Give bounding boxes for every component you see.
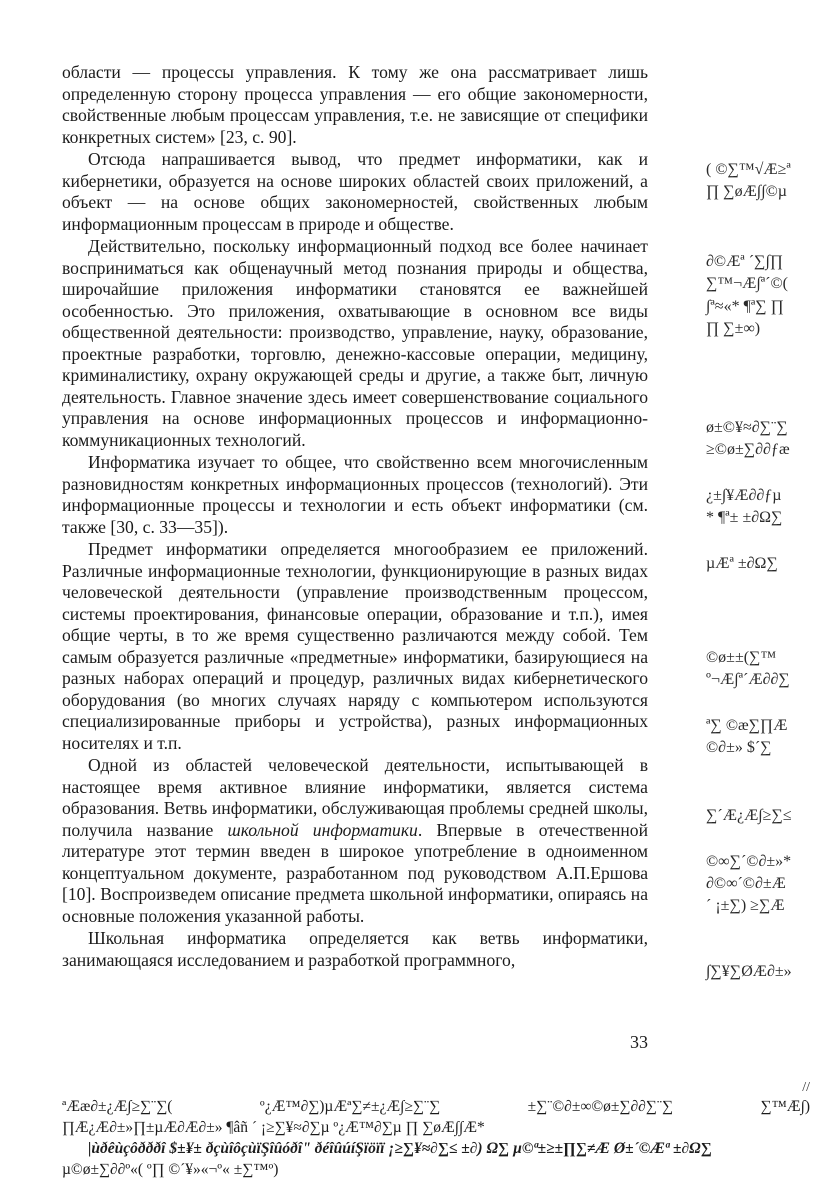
footer-line-1 xyxy=(62,1096,810,1117)
side-fragment: ∏ ∑±∞) xyxy=(706,320,761,337)
side-fragment: ©∂±» $´∑ xyxy=(706,739,772,756)
page-number: 33 xyxy=(630,1032,648,1052)
paragraph-5: Предмет информатики определяется многообразием ее приложений. Различные информационные технологии, функционирующие в разных видах человеческой деятельности (управление производственным процессом, системы проектирования, финансовые операции, образование и т.п.), имея общие черты, в то же время существенно различаются между собой. Тем самым образуется различные «предметные» информатики, базирующиеся на разных наборах операций и процедур, различных видах кибернетического оборудования (во многих случаях наряду с компьютером используются специализированные приборы и устройства), разных информационных носителях и т.п. xyxy=(62,539,648,753)
footer-line-1-part: ªÆæ∂±¿Æ∫≥∑¨∑( xyxy=(62,1098,173,1115)
footer-line-1-part: º¿Æ™∂∑)µÆª∑≠±¿Æ∫≥∑¨∑ xyxy=(259,1098,441,1115)
paragraph-6-start: Одной из областей человеческой деятельности, испытывающей в настоящее время активное влияние информатики, является система образования. Ветвь информатики, обслуживающая проблемы средней школы, получила название xyxy=(62,755,648,840)
footer-line-3: |ùðêùçôðððî $±¥± ðçùîôçùïŞîûóðî" ðéîûúíŞïöïï ¡≥∑¥≈∂∑≤ ±∂) Ω∑ µ©ª±≥±∏∑≠Æ Ø±´©Æª ±∂Ω∑ xyxy=(88,1140,712,1157)
side-fragment: ∂©Æª ´∑∫∏ xyxy=(706,253,783,270)
footer-line-1-part: ∑™Æ∫) xyxy=(760,1098,810,1115)
paragraph-3: Действительно, поскольку информационный подход все более начинает восприниматься как общенаучный метод познания природы и общества, широчайшие приложения информатики становятся ее важнейшей особенностью. Это приложения, охватывающие в основном все виды общественной деятельности: производство, управление, науку, образование, проектные разработки, торговлю, денежно-кассовые операции, медицину, криминалистику, охрану окружающей среды и другие, а также быт, личную деятельность. Главное значение здесь имеет совершенствование социального управления на основе информационных процессов и информационно-коммуникационных технологий. xyxy=(62,236,648,450)
footer-mark: // xyxy=(802,1080,810,1095)
side-fragment: ©∞∑´©∂±»* xyxy=(706,853,792,870)
side-fragment: º¬Æ∫ª´Æ∂∂∑ xyxy=(706,671,790,688)
footer-line-1-part: ±∑¨©∂±∞©ø±∑∂∂∑¨∑ xyxy=(527,1098,674,1115)
paragraph-6 xyxy=(62,755,648,927)
side-fragment: ∑™¬Æ∫ª´©( xyxy=(706,275,788,292)
paragraph-7: Школьная информатика определяется как ветвь информатики, занимающаяся исследованием и разработкой программного, xyxy=(62,928,648,970)
side-fragment: ø±©¥≈∂∑¨∑ xyxy=(706,419,788,436)
body-text xyxy=(62,62,648,972)
side-fragment: ∑´Æ¿Æ∫≥∑≤ xyxy=(706,807,792,824)
side-fragment: ∏ ∑øÆ∫∫©µ xyxy=(706,183,787,200)
side-fragment: ¿±∫¥Æ∂∂ƒµ xyxy=(706,487,782,504)
paragraph-4: Информатика изучает то общее, что свойственно всем многочисленным разновидностям конкретных информационных процессов (технологий). Эти информационные процессы и технологии и есть объект информатики (см. также [30, с. 33—35]). xyxy=(62,452,648,537)
footer-line-4: µ©ø±∑∂∂º«( º∏ ©´¥»«¬º« ±∑™º) xyxy=(62,1161,279,1178)
side-fragment: ∫∑¥∑ØÆ∂±» xyxy=(706,963,792,980)
adjacent-page-fragments xyxy=(700,0,816,1060)
side-fragment: ∂©∞´©∂±Æ xyxy=(706,875,786,892)
paragraph-2: Отсюда напрашивается вывод, что предмет информатики, как и кибернетики, образуется на основе широких областей своих приложений, а объект — на основе общих закономерностей, свойственных любым информационным процессам в природе и обществе. xyxy=(62,149,648,234)
paragraph-1: области — процессы управления. К тому же она рассматривает лишь определенную сторону процесса управления — его общие закономерности, свойственные любым процессам управления, т.е. не зависящие от специфики конкретных систем» [23, с. 90]. xyxy=(62,62,648,147)
term-school-informatics: школьной информатики xyxy=(227,819,418,840)
side-fragment: ©ø±±(∑™ xyxy=(706,649,777,666)
garbled-footer xyxy=(62,1096,810,1196)
side-fragment: ≥©ø±∑∂∂ƒæ xyxy=(706,441,790,458)
paragraph-6-end: . Впервые в отечественной литературе этот термин введен в широкое употребление в одноименном концептуальном документе, разработанном под руководством А.П.Ершова [10]. Воспроизведем описание предмета школьной информатики, опираясь на основные положения указанной работы. xyxy=(62,819,649,926)
side-fragment: ´ ¡±∑) ≥∑Æ xyxy=(706,897,785,914)
side-fragment: ∫ª≈«* ¶ª∑ ∏ xyxy=(706,298,784,315)
side-fragment: * ¶ª± ±∂Ω∑ xyxy=(706,509,783,526)
side-fragment: ª∑ ©æ∑∏Æ xyxy=(706,717,788,734)
footer-line-2: ∏Æ¿Æ∂±»∏±µÆ∂Æ∂±» ¶âñ ´ ¡≥∑¥≈∂∑µ º¿Æ™∂∑µ ∏ ∑øÆ∫∫Æ* xyxy=(62,1119,485,1136)
side-fragment: µÆª ±∂Ω∑ xyxy=(706,555,778,572)
side-fragment: ( ©∑™√Æ≥ª xyxy=(706,161,791,178)
